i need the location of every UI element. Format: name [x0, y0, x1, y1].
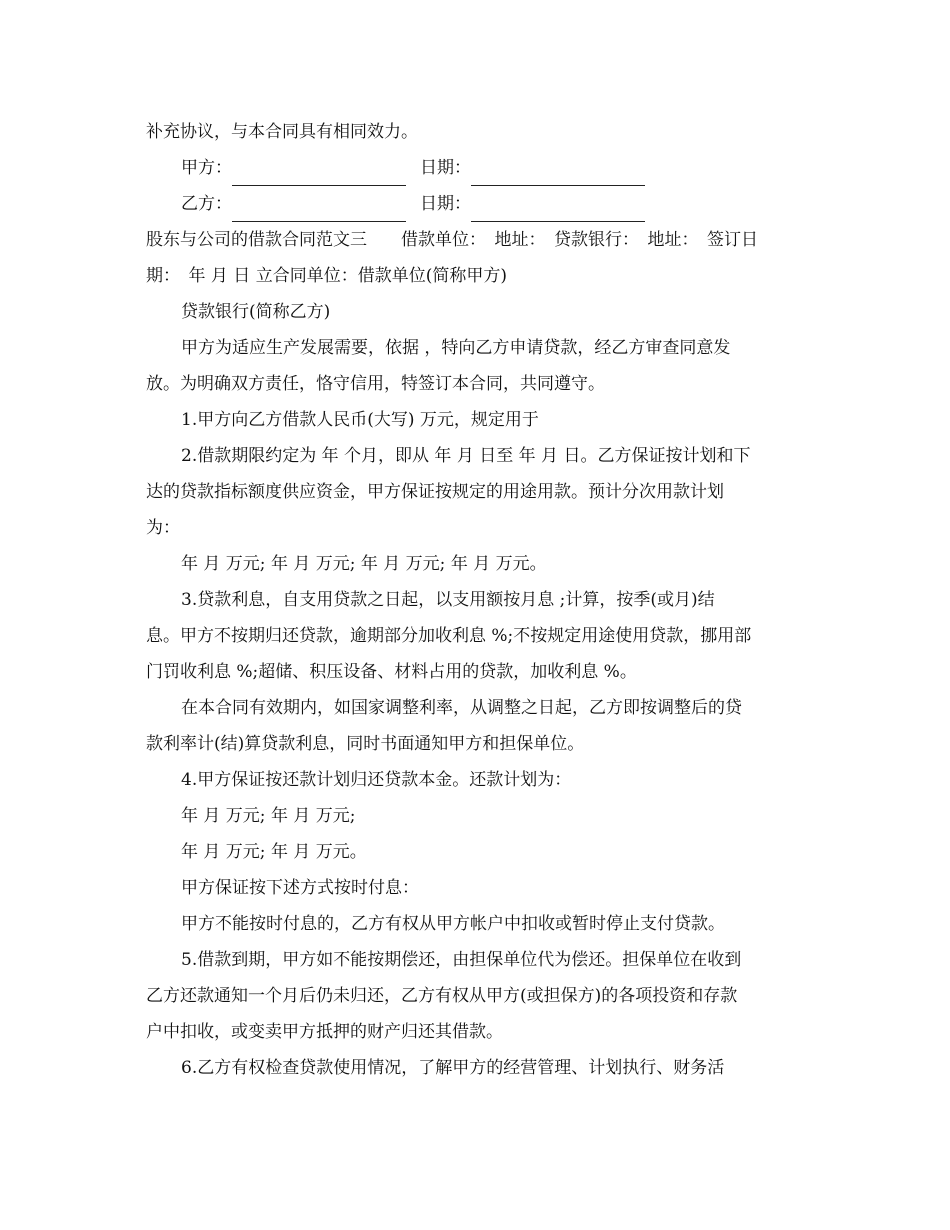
paragraph-line: 款利率计(结)算贷款利息，同时书面通知甲方和担保单位。 [146, 734, 585, 754]
paragraph-line: 5.借款到期，甲方如不能按期偿还，由担保单位代为偿还。担保单位在收到 [181, 950, 742, 970]
paragraph-line: 在本合同有效期内，如国家调整利率，从调整之日起，乙方即按调整后的贷 [181, 698, 742, 718]
paragraph-line: 2.借款期限约定为 年 个月，即从 年 月 日至 年 月 日。乙方保证按计划和下 [181, 446, 751, 466]
signature-row-party-a [146, 150, 816, 186]
contract-body [146, 222, 816, 1086]
paragraph-line: 年 月 万元; 年 月 万元; [181, 806, 356, 826]
paragraph-line: 年 月 万元; 年 月 万元。 [181, 842, 367, 862]
paragraph-line: 甲方为适应生产发展需要，依据 ，特向乙方申请贷款，经乙方审查同意发 [181, 338, 731, 358]
date-blank [471, 197, 645, 222]
paragraph-line: 达的贷款指标额度供应资金，甲方保证按规定的用途用款。预计分次用款计划 [146, 482, 724, 502]
signature-row-party-b [146, 186, 816, 222]
paragraph-line: 3.贷款利息，自支用贷款之日起，以支用额按月息 ;计算，按季(或月)结 [181, 590, 715, 610]
paragraph-line: 股东与公司的借款合同范文三 借款单位： 地址： 贷款银行： 地址： 签订日 [146, 230, 758, 250]
paragraph-line: 甲方不能按时付息的，乙方有权从甲方帐户中扣收或暂时停止支付贷款。 [181, 914, 725, 934]
date-blank [471, 161, 645, 186]
paragraph-line: 6.乙方有权检查贷款使用情况，了解甲方的经营管理、计划执行、财务活 [181, 1058, 725, 1078]
date-label: 日期： [420, 194, 471, 214]
paragraph-line: 甲方保证按下述方式按时付息： [181, 878, 419, 898]
paragraph-line: 为： [146, 518, 180, 538]
party-label: 甲方： [181, 158, 232, 178]
signature-blank [232, 161, 406, 186]
party-label: 乙方： [181, 194, 232, 214]
paragraph-line: 门罚收利息 %;超储、积压设备、材料占用的贷款，加收利息 %。 [146, 662, 637, 682]
paragraph-line: 期： 年 月 日 立合同单位：借款单位(简称甲方) [146, 266, 507, 286]
paragraph-line: 补充协议，与本合同具有相同效力。 [146, 122, 418, 142]
document-page [146, 114, 816, 1086]
paragraph-line: 乙方还款通知一个月后仍未归还，乙方有权从甲方(或担保方)的各项投资和存款 [146, 986, 738, 1006]
paragraph-line: 1.甲方向乙方借款人民币(大写) 万元，规定用于 [181, 410, 539, 430]
paragraph-line: 贷款银行(简称乙方) [181, 302, 331, 322]
paragraph-line: 年 月 万元; 年 月 万元; 年 月 万元; 年 月 万元。 [181, 554, 547, 574]
paragraph-line: 息。甲方不按期归还贷款，逾期部分加收利息 %;不按规定用途使用贷款，挪用部 [146, 626, 752, 646]
paragraph-line: 放。为明确双方责任，恪守信用，特签订本合同，共同遵守。 [146, 374, 605, 394]
date-label: 日期： [420, 158, 471, 178]
signature-blank [232, 197, 406, 222]
paragraph-line: 4.甲方保证按还款计划归还贷款本金。还款计划为： [181, 770, 572, 790]
paragraph-line: 户中扣收，或变卖甲方抵押的财产归还其借款。 [146, 1022, 503, 1042]
